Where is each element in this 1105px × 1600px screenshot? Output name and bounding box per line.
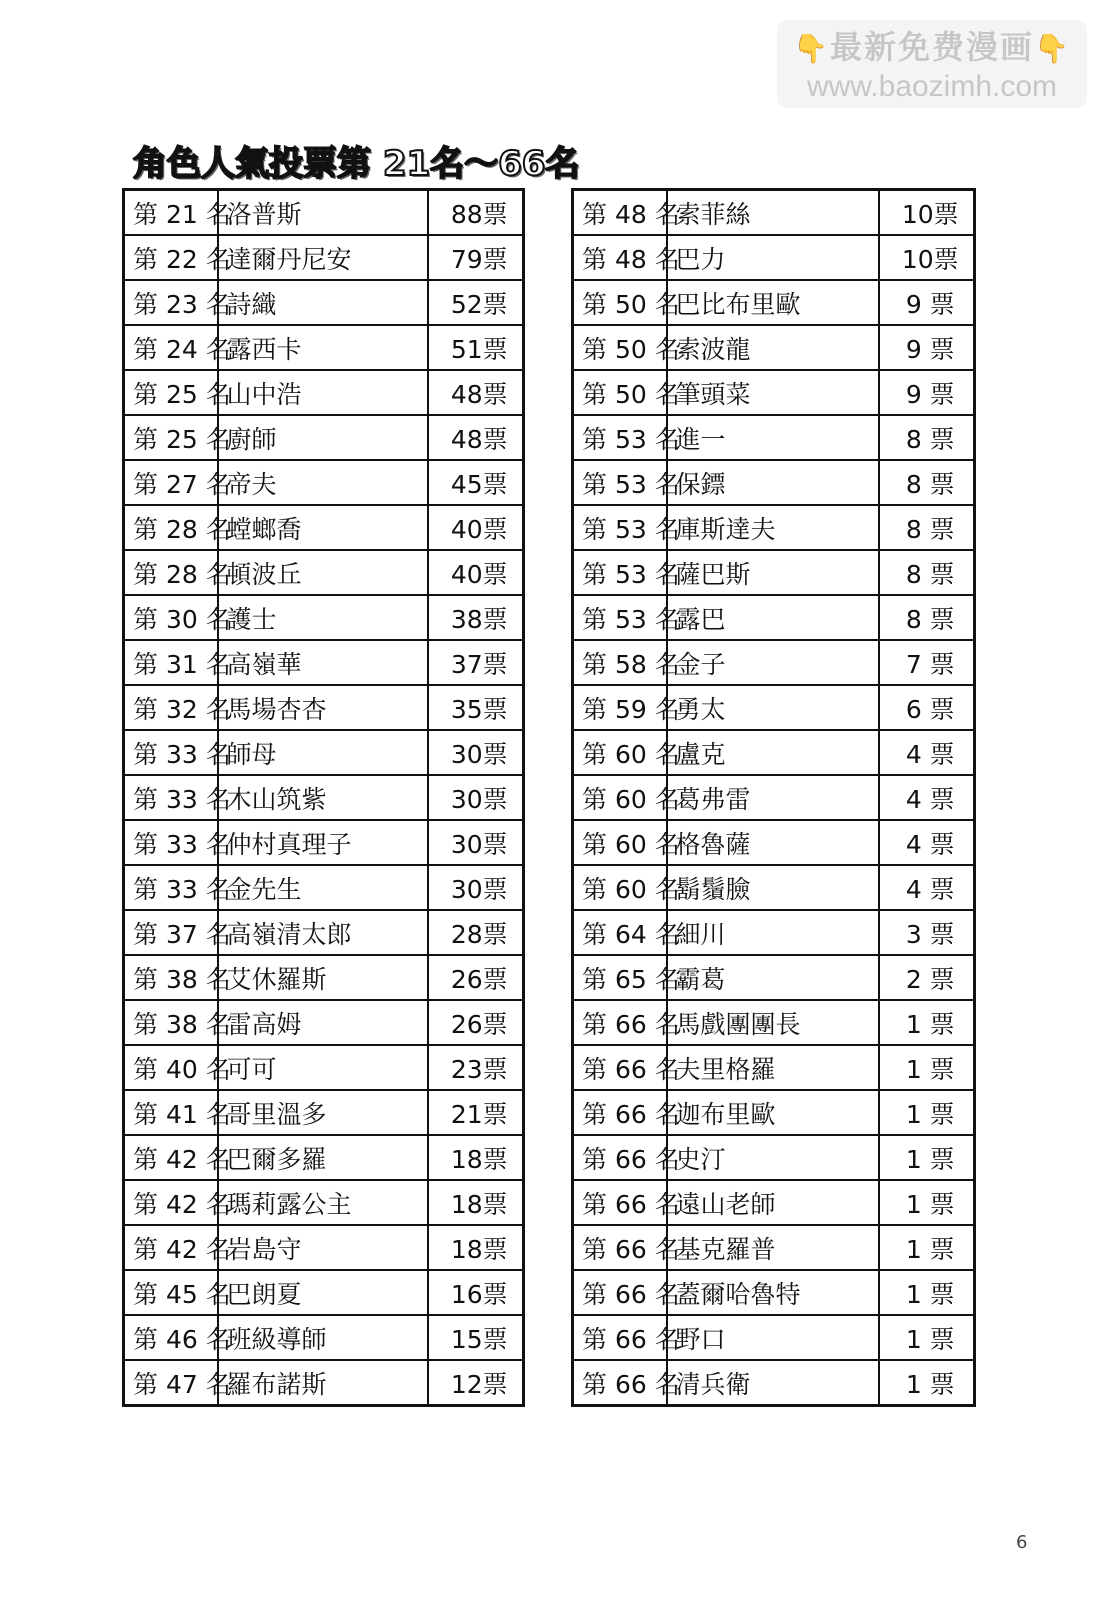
name-cell: 鬍鬚臉 <box>667 865 879 910</box>
votes-cell: 30票 <box>428 775 524 820</box>
name-cell: 盧克 <box>667 730 879 775</box>
rank-cell: 第 53 名 <box>573 550 667 595</box>
votes-cell: 4 票 <box>879 730 975 775</box>
name-cell: 艾休羅斯 <box>218 955 428 1000</box>
votes-cell: 8 票 <box>879 595 975 640</box>
name-cell: 班級導師 <box>218 1315 428 1360</box>
table-row <box>124 1090 524 1135</box>
table-row <box>573 640 975 685</box>
name-cell: 庫斯達夫 <box>667 505 879 550</box>
rank-cell: 第 53 名 <box>573 415 667 460</box>
votes-cell: 35票 <box>428 685 524 730</box>
rank-cell: 第 53 名 <box>573 595 667 640</box>
votes-cell: 28票 <box>428 910 524 955</box>
rank-cell: 第 60 名 <box>573 820 667 865</box>
votes-cell: 1 票 <box>879 1225 975 1270</box>
table-row <box>573 1360 975 1406</box>
table-row <box>124 1180 524 1225</box>
votes-cell: 15票 <box>428 1315 524 1360</box>
table-row <box>573 730 975 775</box>
table-row <box>124 505 524 550</box>
name-cell: 露西卡 <box>218 325 428 370</box>
table-row <box>573 370 975 415</box>
rank-cell: 第 66 名 <box>573 1000 667 1045</box>
rank-cell: 第 42 名 <box>124 1225 218 1270</box>
name-cell: 保鏢 <box>667 460 879 505</box>
votes-cell: 23票 <box>428 1045 524 1090</box>
table-row <box>573 775 975 820</box>
table-row <box>573 820 975 865</box>
table-row <box>124 370 524 415</box>
rank-cell: 第 32 名 <box>124 685 218 730</box>
name-cell: 馬戲團團長 <box>667 1000 879 1045</box>
name-cell: 雷高姆 <box>218 1000 428 1045</box>
rank-cell: 第 60 名 <box>573 775 667 820</box>
table-row <box>573 955 975 1000</box>
name-cell: 霸葛 <box>667 955 879 1000</box>
name-cell: 巴朗夏 <box>218 1270 428 1315</box>
votes-cell: 26票 <box>428 955 524 1000</box>
name-cell: 護士 <box>218 595 428 640</box>
name-cell: 高嶺清太郎 <box>218 910 428 955</box>
name-cell: 金子 <box>667 640 879 685</box>
rank-cell: 第 21 名 <box>124 190 218 236</box>
rank-cell: 第 28 名 <box>124 550 218 595</box>
table-row <box>124 955 524 1000</box>
table-row <box>124 730 524 775</box>
votes-cell: 3 票 <box>879 910 975 955</box>
name-cell: 巴比布里歐 <box>667 280 879 325</box>
name-cell: 細川 <box>667 910 879 955</box>
votes-cell: 2 票 <box>879 955 975 1000</box>
name-cell: 葛弗雷 <box>667 775 879 820</box>
votes-cell: 52票 <box>428 280 524 325</box>
ranking-table-left <box>122 188 525 1407</box>
rank-cell: 第 53 名 <box>573 505 667 550</box>
name-cell: 基克羅普 <box>667 1225 879 1270</box>
votes-cell: 7 票 <box>879 640 975 685</box>
name-cell: 帝夫 <box>218 460 428 505</box>
votes-cell: 79票 <box>428 235 524 280</box>
table-row <box>124 460 524 505</box>
rank-cell: 第 66 名 <box>573 1045 667 1090</box>
rank-cell: 第 33 名 <box>124 730 218 775</box>
table-row <box>573 1270 975 1315</box>
name-cell: 瑪莉露公主 <box>218 1180 428 1225</box>
table-row <box>124 910 524 955</box>
table-row <box>124 820 524 865</box>
rank-cell: 第 48 名 <box>573 235 667 280</box>
name-cell: 薩巴斯 <box>667 550 879 595</box>
name-cell: 山中浩 <box>218 370 428 415</box>
votes-cell: 1 票 <box>879 1090 975 1135</box>
name-cell: 夫里格羅 <box>667 1045 879 1090</box>
votes-cell: 37票 <box>428 640 524 685</box>
rank-cell: 第 38 名 <box>124 1000 218 1045</box>
name-cell: 師母 <box>218 730 428 775</box>
votes-cell: 88票 <box>428 190 524 236</box>
rank-cell: 第 53 名 <box>573 460 667 505</box>
votes-cell: 9 票 <box>879 280 975 325</box>
name-cell: 索波龍 <box>667 325 879 370</box>
table-row <box>124 685 524 730</box>
votes-cell: 10票 <box>879 190 975 236</box>
table-row <box>124 1270 524 1315</box>
table-row <box>124 640 524 685</box>
name-cell: 高嶺華 <box>218 640 428 685</box>
table-row <box>573 460 975 505</box>
votes-cell: 1 票 <box>879 1315 975 1360</box>
votes-cell: 16票 <box>428 1270 524 1315</box>
table-row <box>124 1360 524 1406</box>
rank-cell: 第 60 名 <box>573 730 667 775</box>
rank-cell: 第 50 名 <box>573 370 667 415</box>
votes-cell: 21票 <box>428 1090 524 1135</box>
table-row <box>124 190 524 236</box>
table-row <box>573 865 975 910</box>
rank-cell: 第 22 名 <box>124 235 218 280</box>
rank-cell: 第 65 名 <box>573 955 667 1000</box>
rank-cell: 第 30 名 <box>124 595 218 640</box>
rank-cell: 第 66 名 <box>573 1180 667 1225</box>
rank-cell: 第 38 名 <box>124 955 218 1000</box>
votes-cell: 18票 <box>428 1135 524 1180</box>
ranking-table-right-body <box>573 190 975 1406</box>
table-row <box>573 550 975 595</box>
table-row <box>124 550 524 595</box>
votes-cell: 45票 <box>428 460 524 505</box>
votes-cell: 48票 <box>428 370 524 415</box>
table-row <box>573 685 975 730</box>
table-row <box>124 415 524 460</box>
rank-cell: 第 24 名 <box>124 325 218 370</box>
name-cell: 迦布里歐 <box>667 1090 879 1135</box>
name-cell: 金先生 <box>218 865 428 910</box>
name-cell: 勇太 <box>667 685 879 730</box>
name-cell: 筆頭菜 <box>667 370 879 415</box>
rank-cell: 第 41 名 <box>124 1090 218 1135</box>
name-cell: 詩織 <box>218 280 428 325</box>
watermark-url: www.baozimh.com <box>806 70 1058 103</box>
table-row <box>573 415 975 460</box>
table-row <box>573 1045 975 1090</box>
votes-cell: 8 票 <box>879 505 975 550</box>
rank-cell: 第 66 名 <box>573 1360 667 1406</box>
votes-cell: 1 票 <box>879 1045 975 1090</box>
rank-cell: 第 50 名 <box>573 280 667 325</box>
rank-cell: 第 33 名 <box>124 865 218 910</box>
watermark-banner <box>777 20 1087 108</box>
votes-cell: 6 票 <box>879 685 975 730</box>
name-cell: 索菲絲 <box>667 190 879 236</box>
table-row <box>573 280 975 325</box>
name-cell: 格魯薩 <box>667 820 879 865</box>
name-cell: 巴爾多羅 <box>218 1135 428 1180</box>
rank-cell: 第 40 名 <box>124 1045 218 1090</box>
votes-cell: 1 票 <box>879 1000 975 1045</box>
votes-cell: 4 票 <box>879 775 975 820</box>
rank-cell: 第 37 名 <box>124 910 218 955</box>
name-cell: 木山筑紫 <box>218 775 428 820</box>
rank-cell: 第 59 名 <box>573 685 667 730</box>
name-cell: 可可 <box>218 1045 428 1090</box>
table-row <box>124 280 524 325</box>
votes-cell: 1 票 <box>879 1135 975 1180</box>
rank-cell: 第 25 名 <box>124 415 218 460</box>
votes-cell: 9 票 <box>879 370 975 415</box>
rank-cell: 第 66 名 <box>573 1135 667 1180</box>
votes-cell: 8 票 <box>879 550 975 595</box>
rank-cell: 第 60 名 <box>573 865 667 910</box>
page-number: 6 <box>1016 1532 1028 1553</box>
votes-cell: 4 票 <box>879 865 975 910</box>
table-row <box>573 1225 975 1270</box>
name-cell: 遠山老師 <box>667 1180 879 1225</box>
rank-cell: 第 28 名 <box>124 505 218 550</box>
rank-cell: 第 58 名 <box>573 640 667 685</box>
table-row <box>573 235 975 280</box>
votes-cell: 51票 <box>428 325 524 370</box>
votes-cell: 30票 <box>428 820 524 865</box>
table-row <box>124 775 524 820</box>
page-title: 角色人氣投票第 21名～66名 <box>133 144 580 184</box>
name-cell: 史汀 <box>667 1135 879 1180</box>
pointing-down-hand-icon: 👇 <box>1034 32 1071 65</box>
votes-cell: 1 票 <box>879 1360 975 1406</box>
rank-cell: 第 31 名 <box>124 640 218 685</box>
name-cell: 洛普斯 <box>218 190 428 236</box>
name-cell: 螳螂喬 <box>218 505 428 550</box>
rank-cell: 第 66 名 <box>573 1270 667 1315</box>
name-cell: 進一 <box>667 415 879 460</box>
rank-cell: 第 46 名 <box>124 1315 218 1360</box>
votes-cell: 12票 <box>428 1360 524 1406</box>
table-row <box>573 1090 975 1135</box>
votes-cell: 38票 <box>428 595 524 640</box>
rank-cell: 第 50 名 <box>573 325 667 370</box>
table-row <box>124 235 524 280</box>
name-cell: 羅布諾斯 <box>218 1360 428 1406</box>
rank-cell: 第 33 名 <box>124 775 218 820</box>
votes-cell: 1 票 <box>879 1270 975 1315</box>
name-cell: 哥里溫多 <box>218 1090 428 1135</box>
table-row <box>573 910 975 955</box>
rank-cell: 第 42 名 <box>124 1135 218 1180</box>
votes-cell: 48票 <box>428 415 524 460</box>
votes-cell: 18票 <box>428 1225 524 1270</box>
table-row <box>124 1135 524 1180</box>
name-cell: 達爾丹尼安 <box>218 235 428 280</box>
name-cell: 馬場杏杏 <box>218 685 428 730</box>
table-row <box>573 325 975 370</box>
rank-cell: 第 64 名 <box>573 910 667 955</box>
votes-cell: 8 票 <box>879 415 975 460</box>
table-row <box>573 1000 975 1045</box>
votes-cell: 9 票 <box>879 325 975 370</box>
table-row <box>573 505 975 550</box>
name-cell: 仲村真理子 <box>218 820 428 865</box>
name-cell: 露巴 <box>667 595 879 640</box>
rank-cell: 第 23 名 <box>124 280 218 325</box>
votes-cell: 1 票 <box>879 1180 975 1225</box>
table-row <box>124 1315 524 1360</box>
table-row <box>124 865 524 910</box>
name-cell: 岩島守 <box>218 1225 428 1270</box>
votes-cell: 26票 <box>428 1000 524 1045</box>
table-row <box>573 595 975 640</box>
rank-cell: 第 33 名 <box>124 820 218 865</box>
name-cell: 廚師 <box>218 415 428 460</box>
table-row <box>573 1180 975 1225</box>
ranking-table-right <box>571 188 976 1407</box>
name-cell: 清兵衛 <box>667 1360 879 1406</box>
table-row <box>573 1135 975 1180</box>
rank-cell: 第 66 名 <box>573 1315 667 1360</box>
votes-cell: 30票 <box>428 865 524 910</box>
votes-cell: 40票 <box>428 505 524 550</box>
table-row <box>573 190 975 236</box>
rank-cell: 第 66 名 <box>573 1225 667 1270</box>
table-row <box>124 1045 524 1090</box>
table-row <box>124 325 524 370</box>
name-cell: 野口 <box>667 1315 879 1360</box>
rank-cell: 第 66 名 <box>573 1090 667 1135</box>
table-row <box>573 1315 975 1360</box>
rank-cell: 第 42 名 <box>124 1180 218 1225</box>
name-cell: 頓波丘 <box>218 550 428 595</box>
rank-cell: 第 45 名 <box>124 1270 218 1315</box>
table-row <box>124 1000 524 1045</box>
votes-cell: 10票 <box>879 235 975 280</box>
votes-cell: 30票 <box>428 730 524 775</box>
rank-cell: 第 27 名 <box>124 460 218 505</box>
rank-cell: 第 47 名 <box>124 1360 218 1406</box>
votes-cell: 18票 <box>428 1180 524 1225</box>
votes-cell: 8 票 <box>879 460 975 505</box>
ranking-table-left-body <box>124 190 524 1406</box>
watermark-text: 最新免费漫画 <box>829 28 1034 66</box>
name-cell: 巴力 <box>667 235 879 280</box>
rank-cell: 第 48 名 <box>573 190 667 236</box>
votes-cell: 40票 <box>428 550 524 595</box>
votes-cell: 4 票 <box>879 820 975 865</box>
name-cell: 蓋爾哈魯特 <box>667 1270 879 1315</box>
rank-cell: 第 25 名 <box>124 370 218 415</box>
table-row <box>124 1225 524 1270</box>
table-row <box>124 595 524 640</box>
pointing-down-hand-icon: 👇 <box>793 32 830 65</box>
